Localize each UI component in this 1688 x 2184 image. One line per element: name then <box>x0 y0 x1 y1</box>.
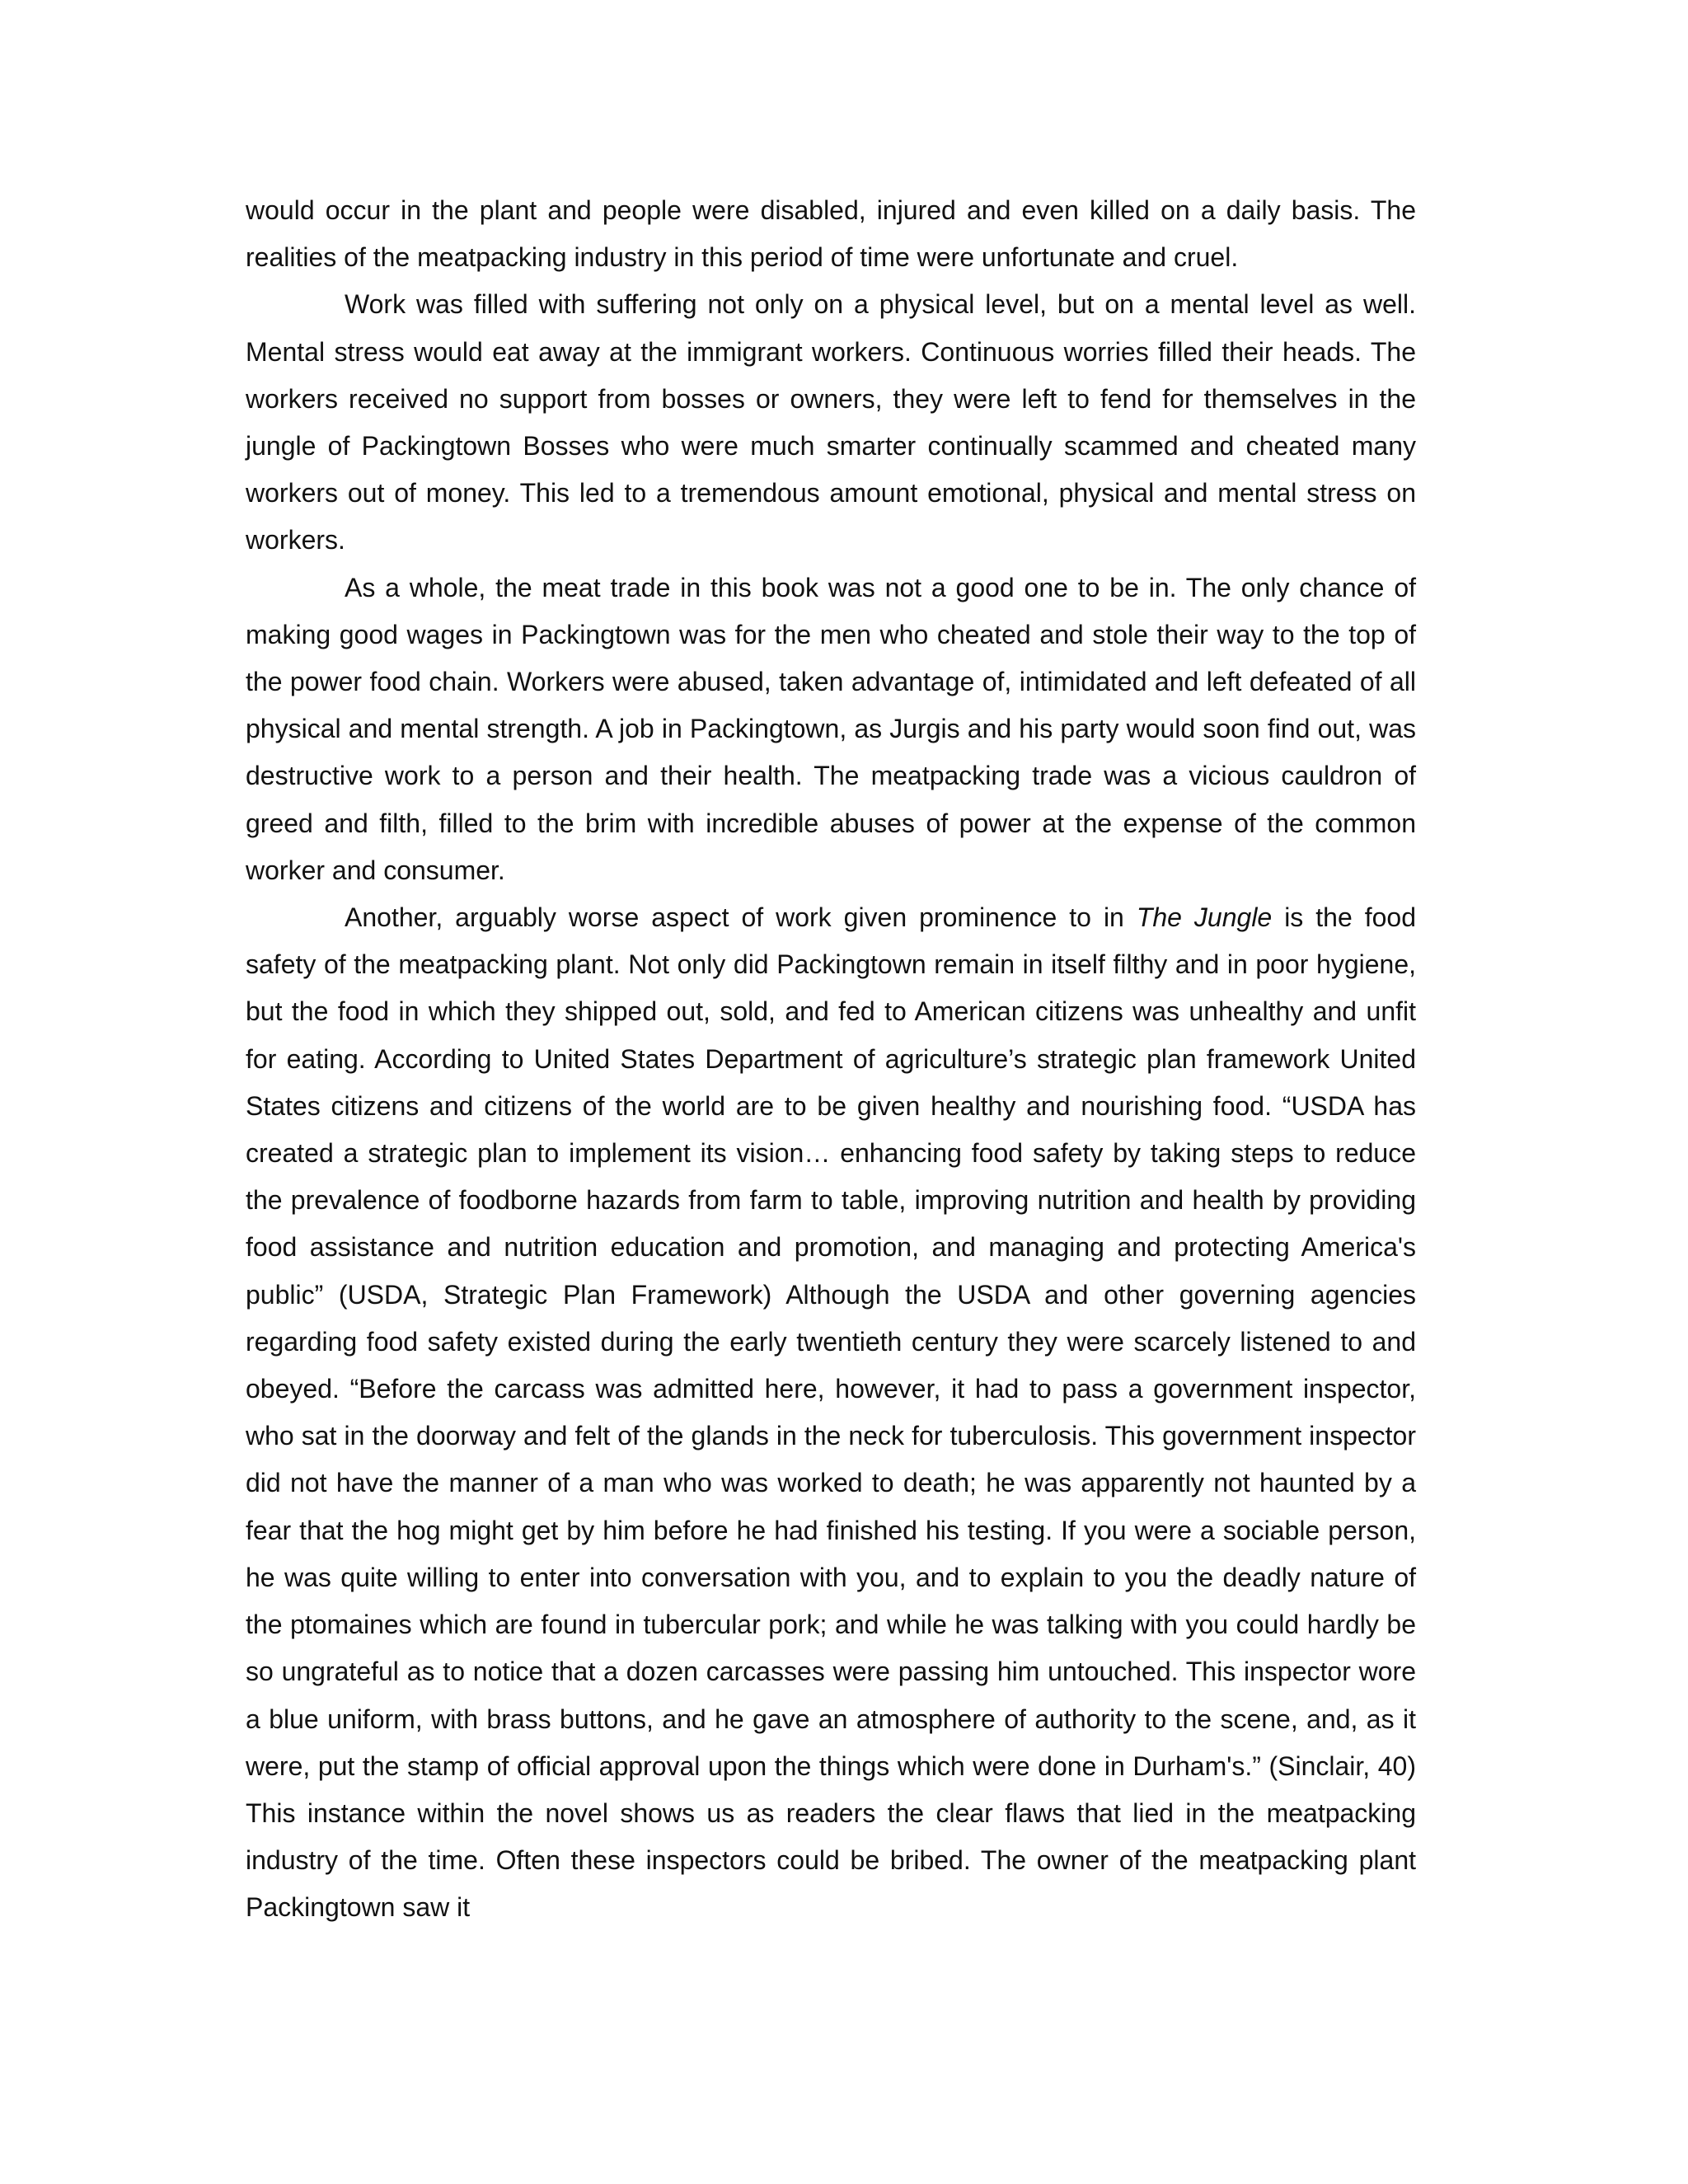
paragraph-4-text-after: is the food safety of the meatpacking plant. Not only did Packingtown remain in itself filthy and in poor hygiene, but the food in which they shipped out, sold, and fed to American citizens was unhealthy and unfit for eating. According to United States Department of agriculture’s strategic plan framework United States citizens and citizens of the world are to be given healthy and nourishing food. “USDA has created a strategic plan to implement its vision… enhancing food safety by taking steps to reduce the prevalence of foodborne hazards from farm to table, improving nutrition and health by providing food assistance and nutrition education and promotion, and managing and protecting America's public” (USDA, Strategic Plan Framework) Although the USDA and other governing agencies regarding food safety existed during the early twentieth century they were scarcely listened to and obeyed. “Before the carcass was admitted here, however, it had to pass a government inspector, who sat in the doorway and felt of the glands in the neck for tuberculosis. This government inspector did not have the manner of a man who was worked to death; he was apparently not haunted by a fear that the hog might get by him before he had finished his testing. If you were a sociable person, he was quite willing to enter into conversation with you, and to explain to you the deadly nature of the ptomaines which are found in tubercular pork; and while he was talking with you could hardly be so ungrateful as to notice that a dozen carcasses were passing him untouched. This inspector wore a blue uniform, with brass buttons, and he gave an atmosphere of authority to the scene, and, as it were, put the stamp of official approval upon the things which were done in Durham's.” (Sinclair, 40) This instance within the novel shows us as readers the clear flaws that lied in the meatpacking industry of the time. Often these inspectors could be bribed. The owner of the meatpacking plant Packingtown saw it <box>246 902 1417 1923</box>
body-text <box>246 187 1416 1932</box>
paragraph-2-text: Work was filled with suffering not only on a physical level, but on a mental level as well. Mental stress would eat away at the immigrant workers. Continuous worries filled their heads. The workers received no support from bosses or owners, they were left to fend for themselves in the jungle of Packingtown Bosses who were much smarter continually scammed and cheated many workers out of money. This led to a tremendous amount emotional, physical and mental stress on workers. <box>246 289 1416 555</box>
paragraph-4 <box>246 894 1416 1931</box>
paragraph-3 <box>246 565 1416 894</box>
book-title-italic: The Jungle <box>1136 902 1273 933</box>
paragraph-1-text: would occur in the plant and people were disabled, injured and even killed on a daily basis. The realities of the meatpacking industry in this period of time were unfortunate and cruel. <box>246 195 1416 273</box>
paragraph-1 <box>246 187 1416 281</box>
paragraph-4-text-before: Another, arguably worse aspect of work given prominence to in <box>345 902 1137 933</box>
paragraph-3-text: As a whole, the meat trade in this book was not a good one to be in. The only chance of making good wages in Packingtown was for the men who cheated and stole their way to the top of the power food chain. Workers were abused, taken advantage of, intimidated and left defeated of all physical and mental strength. A job in Packingtown, as Jurgis and his party would soon find out, was destructive work to a person and their health. The meatpacking trade was a vicious cauldron of greed and filth, filled to the brim with incredible abuses of power at the expense of the common worker and consumer. <box>246 572 1416 885</box>
paragraph-2 <box>246 281 1416 564</box>
